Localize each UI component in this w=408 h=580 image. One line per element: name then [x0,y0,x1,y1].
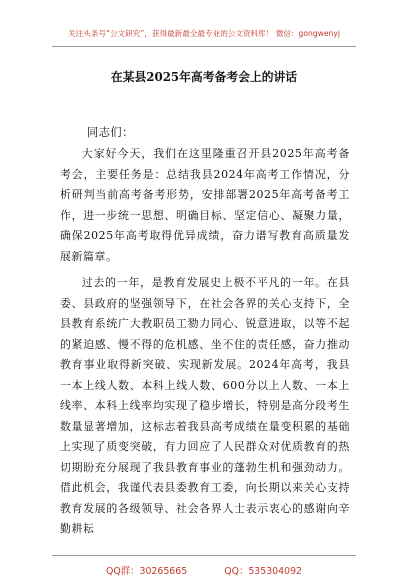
paragraph-1: 大家好今天，我们在这里隆重召开县2025年高考备考会，主要任务是：总结我县2024年高考工作情况，分析研判当前高考备考形势，安排部署2025年高考备考工作，进一步统一思想、明确目标、坚定信心、凝聚力量，确保2025年高考取得优异成绩，奋力谱写教育高质量发展新篇章。 [60,147,350,263]
paragraph-2: 过去的一年，是教育发展史上极不平凡的一年。在县委、县政府的坚强领导下，在社会各界的关心支持下，全县教育系统广大教职员工勠力同心、锐意进取，以等不起的紧迫感、慢不得的危机感、坐不住的责任感，奋力推动教育事业取得新突破、实现新发展。2024年高考，我县一本上线人数、本科上线人数、600分以上人数、一本上线率、本科上线率均实现了稳步增长，特别是高分段考生数量显著增加，这标志着我县高考成绩在量变积累的基础上实现了质变突破，有力回应了人民群众对优质教育的热切期盼充分展现了我县教育事业的蓬勃生机和强劲动力。借此机会，我谨代表县委教育工委，向长期以来关心支持教育发展的各级领导、社会各界人士表示衷心的感谢向辛勤耕耘 [60,276,350,535]
header-divider [52,46,356,47]
document-title: 在某县2025年高考备考会上的讲话 [110,70,298,84]
qq-group-text: QQ群：30265665 [105,566,188,577]
header-banner: 关注头条号“公文研究”，获得最新最全最专业的公文资料库！ 微信：gongwenyj [68,29,340,38]
footer-divider [52,555,356,556]
footer [0,563,408,577]
qq-contact-text: QQ：535304092 [224,566,303,577]
document-body [60,144,350,546]
salutation: 同志们： [87,126,134,139]
